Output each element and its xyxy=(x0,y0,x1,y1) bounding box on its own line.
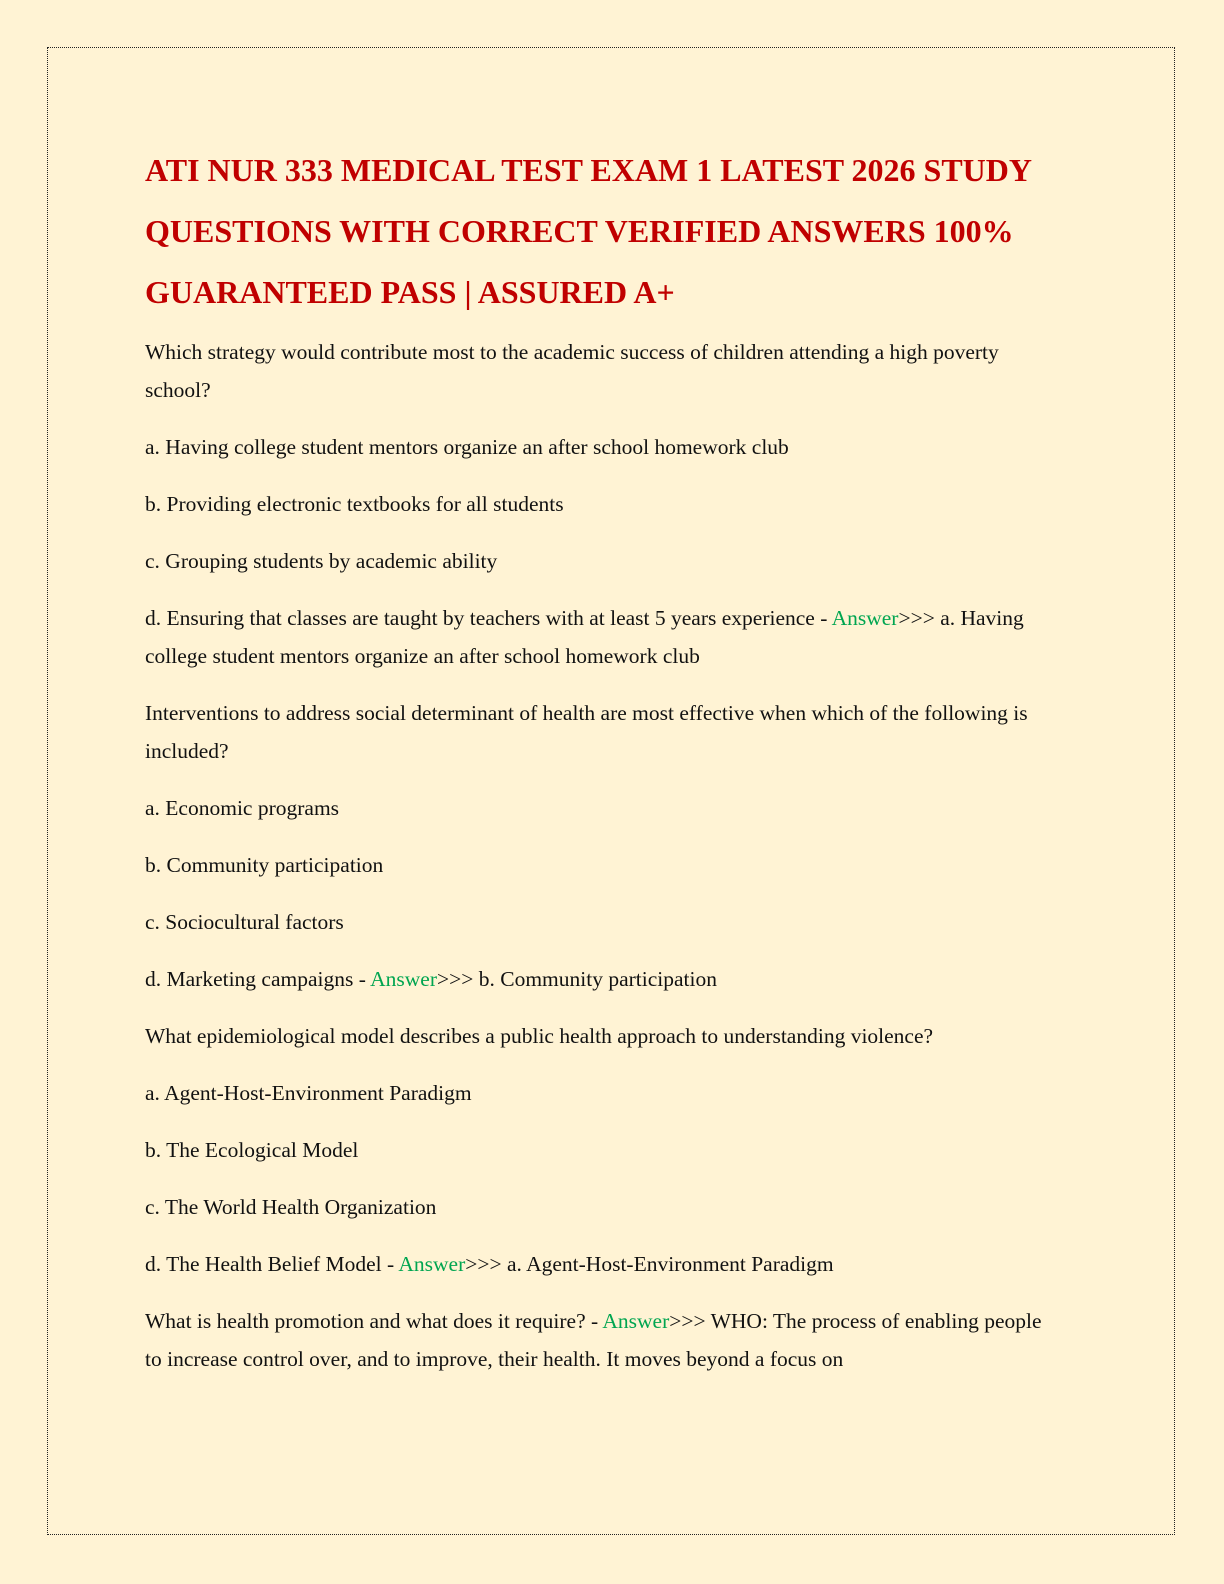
question-2-option-c: c. Sociocultural factors xyxy=(145,910,344,934)
document-body xyxy=(145,140,1045,1397)
question-1-text: Which strategy would contribute most to the academic success of children attending a high poverty school? xyxy=(145,340,999,402)
answer-label: Answer xyxy=(370,967,437,991)
question-3-option-b: b. The Ecological Model xyxy=(145,1138,359,1162)
question-1-option-a: a. Having college student mentors organize an after school homework club xyxy=(145,435,789,459)
answer-label: Answer xyxy=(831,606,899,630)
question-2-option-d-with-answer xyxy=(145,960,1045,998)
answer-label: Answer xyxy=(398,1252,466,1276)
question-1-option-b: b. Providing electronic textbooks for all students xyxy=(145,492,564,516)
question-3-answer: >>> a. Agent-Host-Environment Paradigm xyxy=(465,1252,834,1276)
question-4-text: What is health promotion and what does it require? - xyxy=(145,1309,603,1333)
question-3-option-a: a. Agent-Host-Environment Paradigm xyxy=(145,1081,472,1105)
question-2-option-d: d. Marketing campaigns - xyxy=(145,967,371,991)
answer-label: Answer xyxy=(602,1309,670,1333)
question-2-option-b: b. Community participation xyxy=(145,853,384,877)
question-1-option-d-with-answer xyxy=(145,599,1045,675)
question-2-text: Interventions to address social determinant of health are most effective when which of the following is included? xyxy=(145,701,1028,763)
question-1-option-c: c. Grouping students by academic ability xyxy=(145,549,498,573)
document-title: ATI NUR 333 MEDICAL TEST EXAM 1 LATEST 2026 STUDY QUESTIONS WITH CORRECT VERIFIED ANSWERS 100% GUARANTEED PASS | ASSURED A+ xyxy=(145,152,1031,310)
question-4-answer: >>> WHO: The process of enabling people to increase control over, and to improve, their health. It moves beyond a focus on xyxy=(145,1309,1042,1371)
question-1-option-d: d. Ensuring that classes are taught by teachers with at least 5 years experience - xyxy=(145,606,832,630)
question-3-option-d-with-answer xyxy=(145,1245,1045,1283)
question-2-answer: >>> b. Community participation xyxy=(436,967,717,991)
question-3-option-d: d. The Health Belief Model - xyxy=(145,1252,399,1276)
question-4-with-answer xyxy=(145,1302,1045,1378)
question-2-option-a: a. Economic programs xyxy=(145,796,340,820)
question-1-answer: >>> a. Having college student mentors organize an after school homework club xyxy=(145,606,1024,668)
question-3-option-c: c. The World Health Organization xyxy=(145,1195,437,1219)
question-3-text: What epidemiological model describes a public health approach to understanding violence? xyxy=(145,1024,934,1048)
